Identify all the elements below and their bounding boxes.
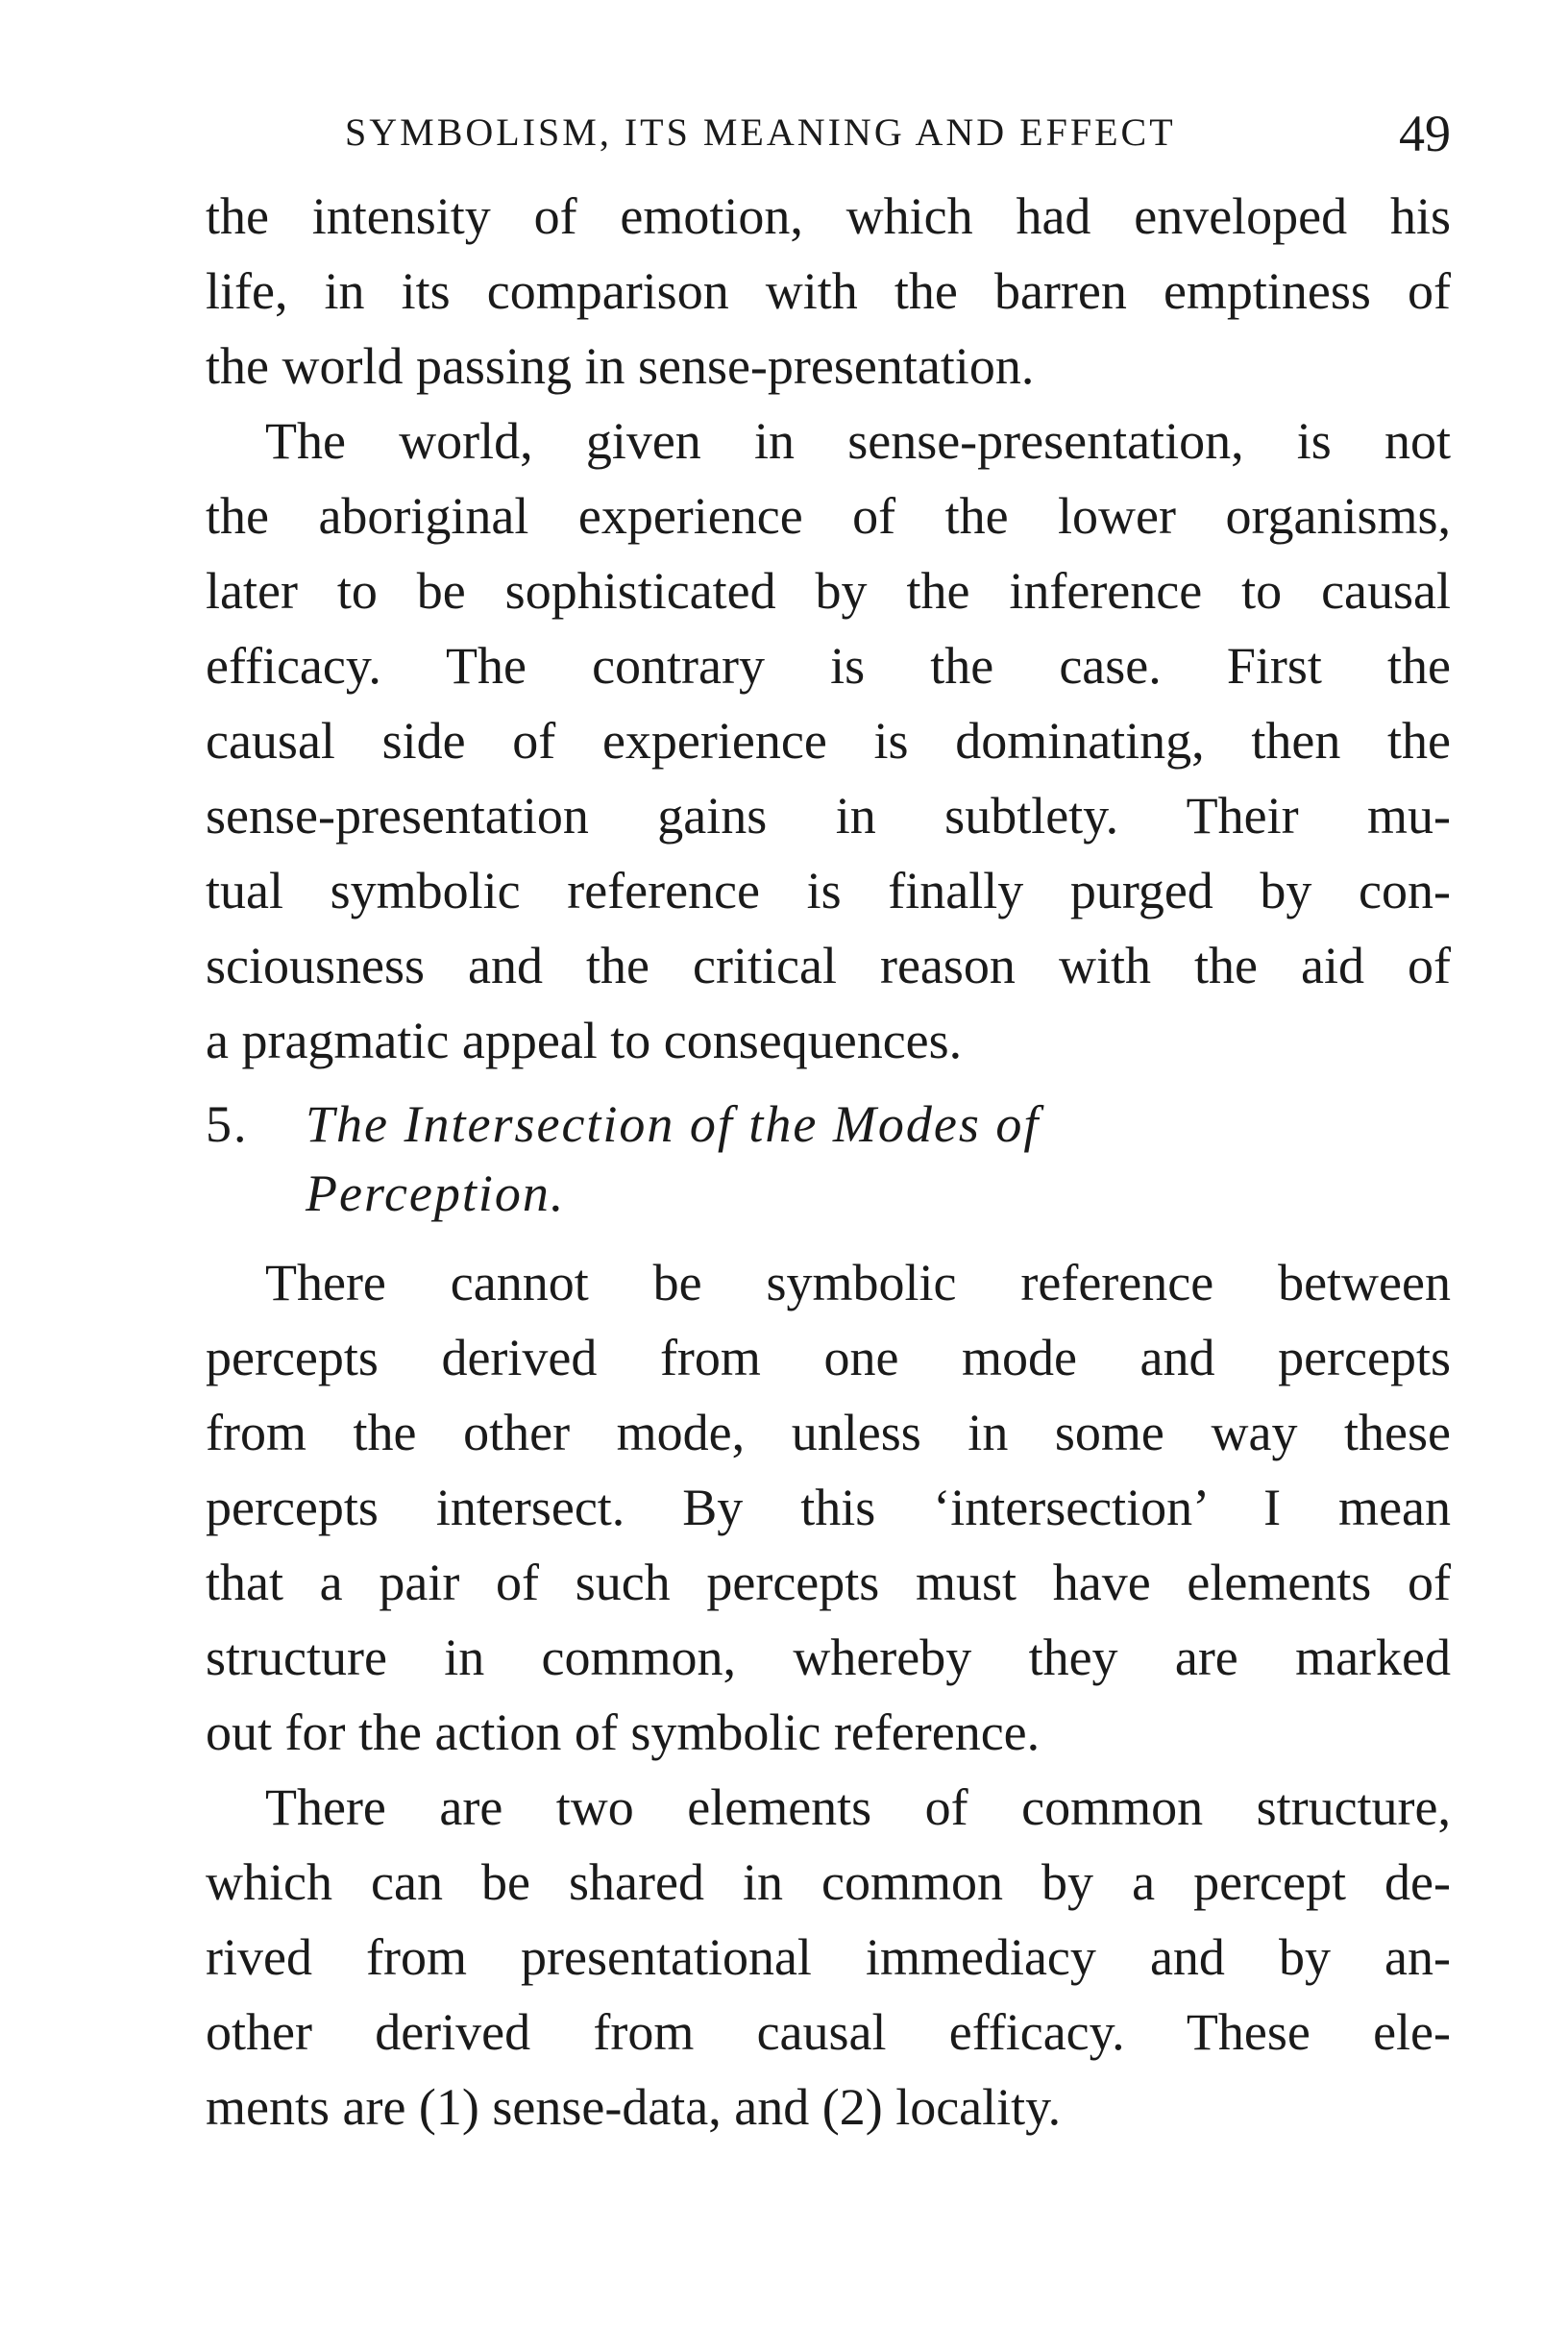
text-line: life, in its comparison with the barren emptiness of (206, 262, 1451, 320)
text-line: tual symbolic reference is finally purged by con- (206, 862, 1451, 919)
section-number: 5. (206, 1095, 249, 1153)
book-page (206, 96, 1451, 2144)
running-title: SYMBOLISM, ITS MEANING AND EFFECT (345, 110, 1176, 154)
text-line: out for the action of symbolic reference. (206, 1703, 1041, 1761)
text-line: causal side of experience is dominating, then the (206, 712, 1451, 770)
text-line: a pragmatic appeal to consequences. (206, 1012, 963, 1069)
text-line: ments are (1) sense-data, and (2) locality. (206, 2078, 1062, 2136)
page-number: 49 (1399, 105, 1451, 162)
text-line: the world passing in sense-presentation. (206, 337, 1035, 395)
paragraph-1 (206, 179, 1451, 404)
section-title-line: Perception. (306, 1164, 566, 1222)
paragraph-2 (206, 404, 1451, 1078)
text-line: the intensity of emotion, which had enveloped his (206, 187, 1451, 245)
text-line: later to be sophisticated by the inference to causal (206, 562, 1451, 620)
text-line: that a pair of such percepts must have elements of (206, 1554, 1451, 1611)
text-line: from the other mode, unless in some way these (206, 1404, 1451, 1461)
section-heading (206, 1090, 1451, 1228)
text-line: sciousness and the critical reason with the aid of (206, 937, 1451, 994)
paragraph-3 (206, 1245, 1451, 1770)
text-line: sense-presentation gains in subtlety. Their mu- (206, 787, 1451, 845)
text-line: The world, given in sense-presentation, is not (265, 412, 1451, 470)
text-line: which can be shared in common by a percept de- (206, 1853, 1451, 1911)
text-line: structure in common, whereby they are marked (206, 1629, 1451, 1686)
text-line: the aboriginal experience of the lower organisms, (206, 487, 1451, 545)
text-line: There cannot be symbolic reference between (265, 1254, 1451, 1311)
text-line: There are two elements of common structure, (265, 1778, 1451, 1836)
paragraph-4 (206, 1770, 1451, 2144)
text-line: efficacy. The contrary is the case. First the (206, 637, 1451, 695)
section-title-line: The Intersection of the Modes of (306, 1095, 1041, 1153)
text-line: other derived from causal efficacy. These ele- (206, 2003, 1451, 2061)
text-line: percepts derived from one mode and percepts (206, 1329, 1451, 1386)
running-head (206, 96, 1451, 173)
text-line: rived from presentational immediacy and by an- (206, 1928, 1451, 1986)
section-title (306, 1090, 1040, 1228)
text-line: percepts intersect. By this ‘intersection’ I mean (206, 1479, 1451, 1536)
